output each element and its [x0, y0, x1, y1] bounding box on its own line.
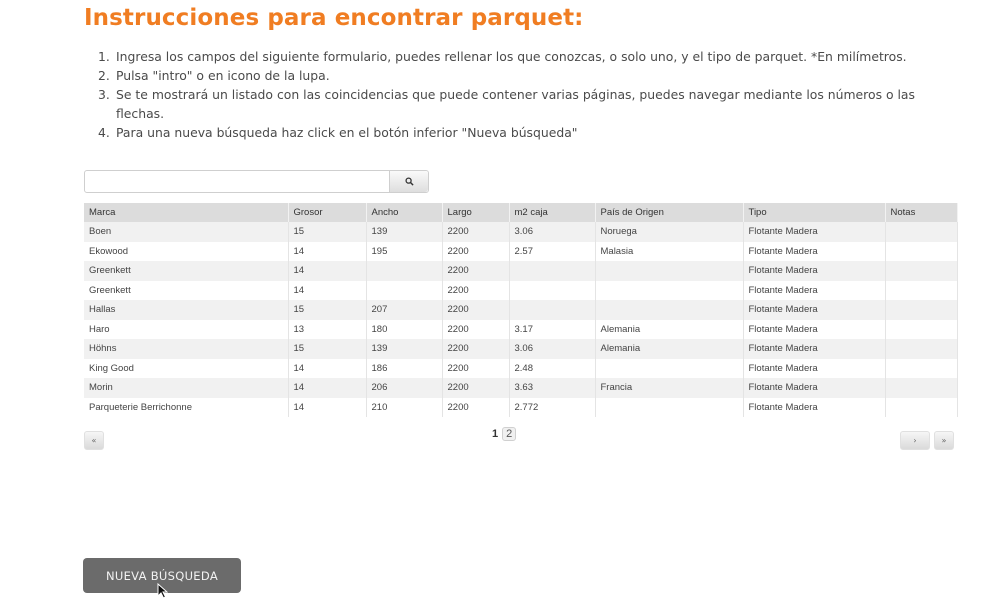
table-cell	[885, 300, 957, 320]
table-cell	[595, 359, 743, 379]
table-cell: Flotante Madera	[743, 222, 885, 242]
next-page-button[interactable]: ›	[900, 431, 930, 450]
table-cell: 14	[288, 281, 366, 301]
table-cell: Boen	[84, 222, 288, 242]
table-cell	[595, 398, 743, 418]
table-row[interactable]	[84, 242, 957, 262]
table-header-row	[84, 203, 957, 222]
table-cell: 14	[288, 261, 366, 281]
table-cell	[885, 359, 957, 379]
table-cell: 2200	[442, 378, 509, 398]
table-cell: 2.57	[509, 242, 595, 262]
column-header: Notas	[885, 203, 957, 222]
last-page-button[interactable]: »	[934, 431, 954, 450]
table-cell	[885, 222, 957, 242]
table-cell: 207	[366, 300, 442, 320]
table-cell: Parqueterie Berrichonne	[84, 398, 288, 418]
table-cell: 186	[366, 359, 442, 379]
page-link[interactable]: 2	[502, 427, 516, 441]
table-cell: 2200	[442, 222, 509, 242]
table-cell: 15	[288, 300, 366, 320]
table-cell: 2200	[442, 300, 509, 320]
table-cell	[885, 320, 957, 340]
column-header: Tipo	[743, 203, 885, 222]
table-cell: 15	[288, 339, 366, 359]
table-cell: Francia	[595, 378, 743, 398]
table-cell: Flotante Madera	[743, 242, 885, 262]
table-cell: 2.772	[509, 398, 595, 418]
table-cell: 14	[288, 378, 366, 398]
table-cell: 2200	[442, 359, 509, 379]
table-cell	[509, 261, 595, 281]
table-cell: 3.06	[509, 339, 595, 359]
column-header: Grosor	[288, 203, 366, 222]
table-row[interactable]	[84, 339, 957, 359]
table-cell: 14	[288, 242, 366, 262]
table-cell: Malasia	[595, 242, 743, 262]
current-page: 1	[492, 428, 499, 440]
table-row[interactable]	[84, 398, 957, 418]
column-header: Marca	[84, 203, 288, 222]
table-cell	[595, 281, 743, 301]
table-cell	[595, 300, 743, 320]
search-bar	[84, 170, 429, 193]
table-row[interactable]	[84, 222, 957, 242]
mouse-cursor-icon	[157, 583, 168, 599]
column-header: m2 caja	[509, 203, 595, 222]
table-row[interactable]	[84, 378, 957, 398]
instruction-step: 2. Pulsa "intro" o en icono de la lupa.	[98, 68, 330, 83]
table-cell: Morin	[84, 378, 288, 398]
table-cell: Alemania	[595, 320, 743, 340]
column-header: Largo	[442, 203, 509, 222]
table-cell: 210	[366, 398, 442, 418]
instruction-step: 1. Ingresa los campos del siguiente formulario, puedes rellenar los que conozcas, o solo uno, y el tipo de parquet. *En milímetros.	[98, 49, 907, 64]
table-cell: 14	[288, 359, 366, 379]
table-cell: Haro	[84, 320, 288, 340]
table-cell	[366, 281, 442, 301]
page-title: Instrucciones para encontrar parquet:	[84, 5, 584, 31]
table-cell: Greenkett	[84, 261, 288, 281]
table-cell	[885, 378, 957, 398]
page-numbers	[490, 427, 516, 441]
search-button[interactable]	[389, 171, 428, 192]
first-page-button[interactable]: «	[84, 431, 104, 450]
table-row[interactable]	[84, 359, 957, 379]
table-row[interactable]	[84, 261, 957, 281]
table-cell	[885, 242, 957, 262]
table-cell: Flotante Madera	[743, 261, 885, 281]
table-cell: Ekowood	[84, 242, 288, 262]
table-cell: 206	[366, 378, 442, 398]
table-cell: 2200	[442, 320, 509, 340]
table-cell: 2200	[442, 281, 509, 301]
table-cell: Flotante Madera	[743, 398, 885, 418]
table-cell	[509, 281, 595, 301]
table-cell: Flotante Madera	[743, 378, 885, 398]
instruction-step: 4. Para una nueva búsqueda haz click en el botón inferior "Nueva búsqueda"	[98, 125, 578, 140]
table-cell: 13	[288, 320, 366, 340]
table-row[interactable]	[84, 300, 957, 320]
search-icon	[405, 177, 414, 186]
table-cell	[885, 261, 957, 281]
table-cell: Flotante Madera	[743, 339, 885, 359]
table-cell: King Good	[84, 359, 288, 379]
table-cell: Flotante Madera	[743, 320, 885, 340]
table-cell: 3.17	[509, 320, 595, 340]
table-cell: 15	[288, 222, 366, 242]
table-cell	[366, 261, 442, 281]
table-cell	[595, 261, 743, 281]
table-cell: 3.06	[509, 222, 595, 242]
table-cell: 139	[366, 222, 442, 242]
table-body	[84, 222, 957, 417]
table-cell	[885, 339, 957, 359]
table-row[interactable]	[84, 281, 957, 301]
table-cell: 14	[288, 398, 366, 418]
instructions-list	[98, 47, 928, 142]
table-cell: Flotante Madera	[743, 300, 885, 320]
table-cell	[885, 398, 957, 418]
table-cell: 180	[366, 320, 442, 340]
table-cell: Greenkett	[84, 281, 288, 301]
table-cell: Höhns	[84, 339, 288, 359]
column-header: País de Origen	[595, 203, 743, 222]
table-cell: 139	[366, 339, 442, 359]
table-cell: 2200	[442, 398, 509, 418]
table-cell: Alemania	[595, 339, 743, 359]
instruction-step: 3. Se te mostrará un listado con las coincidencias que puede contener varias páginas, puedes navegar mediante los números o las flechas.	[98, 87, 915, 121]
table-cell: 2200	[442, 261, 509, 281]
results-table	[84, 203, 958, 417]
table-cell: Flotante Madera	[743, 281, 885, 301]
table-cell: Noruega	[595, 222, 743, 242]
table-cell: 2.48	[509, 359, 595, 379]
table-cell: 2200	[442, 339, 509, 359]
table-cell: 2200	[442, 242, 509, 262]
table-cell	[885, 281, 957, 301]
table-cell	[509, 300, 595, 320]
table-cell: Hallas	[84, 300, 288, 320]
table-cell: 3.63	[509, 378, 595, 398]
column-header: Ancho	[366, 203, 442, 222]
table-cell: Flotante Madera	[743, 359, 885, 379]
table-cell: 195	[366, 242, 442, 262]
new-search-button[interactable]: NUEVA BÚSQUEDA	[83, 558, 241, 593]
table-row[interactable]	[84, 320, 957, 340]
search-input[interactable]	[85, 171, 389, 192]
